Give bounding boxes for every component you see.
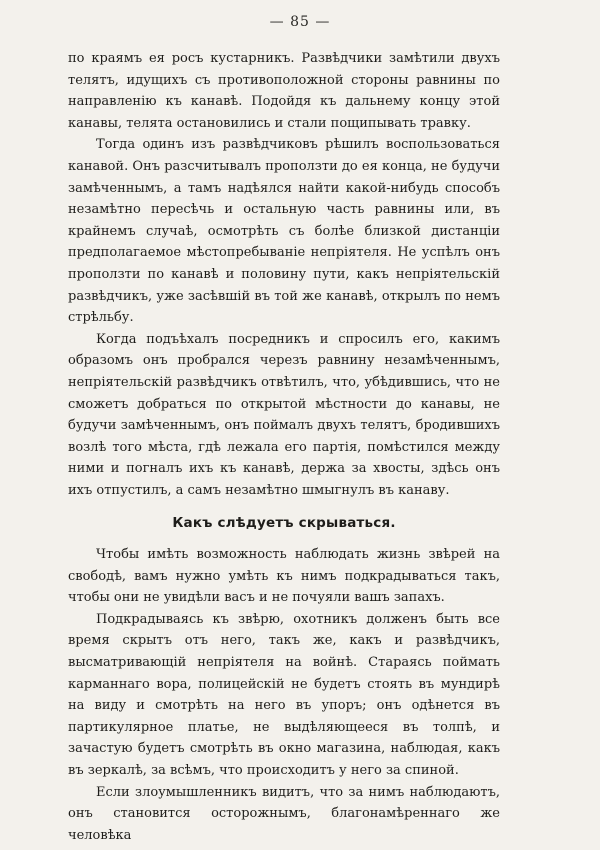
section-heading: Какъ слѣдуетъ скрываться.: [172, 515, 396, 532]
paragraph: Когда подъѣхалъ посредникъ и спросилъ его, какимъ образомъ онъ пробрался черезъ равнину незамѣченнымъ, непріятельскій развѣдчикъ отвѣтилъ, что, убѣдившись, что не сможетъ добраться по открытой мѣстности до канавы, не будучи замѣченнымъ, онъ поймалъ двухъ телятъ, бродившихъ возлѣ того мѣста, гдѣ лежала его партія, помѣстился между ними и погналъ ихъ къ канавѣ, держа за хвосты, здѣсь онъ ихъ отпустилъ, а самъ незамѣтно шмыгнулъ въ канаву.: [68, 331, 500, 498]
page-number: — 85 —: [269, 14, 331, 30]
paragraph: Тогда одинъ изъ развѣдчиковъ рѣшилъ воспользоваться канавой. Онъ разсчитывалъ проползти до ея конца, не будучи замѣченнымъ, а тамъ надѣялся найти какой-нибудь способъ незамѣтно пересѣчь и остальную часть равнины или, въ крайнемъ случаѣ, осмотрѣть съ болѣе близкой дистанціи предполагаемое мѣстопребываніе непріятеля. Не успѣлъ онъ проползти по канавѣ и половину пути, какъ непріятельскій развѣдчикъ, уже засѣвшій въ той же канавѣ, открылъ по немъ стрѣльбу.: [68, 137, 500, 326]
text-column: [68, 48, 500, 846]
paragraph: Если злоумышленникъ видитъ, что за нимъ наблюдаютъ, онъ становится осторожнымъ, благонамѣреннаго же человѣка: [68, 784, 500, 843]
paragraph: по краямъ ея росъ кустарникъ. Развѣдчики замѣтили двухъ телятъ, идущихъ съ противоположной стороны равнины по направленію къ канавѣ. Подойдя къ дальнему концу этой канавы, телята остановились и стали пощипывать травку.: [68, 51, 500, 131]
paragraph: Чтобы имѣть возможность наблюдать жизнь звѣрей на свободѣ, вамъ нужно умѣть къ нимъ подкрадываться такъ, чтобы они не увидѣли васъ и не почуяли вашъ запахъ.: [68, 547, 500, 606]
paragraph: Подкрадываясь къ звѣрю, охотникъ долженъ быть все время скрытъ отъ него, такъ же, какъ и развѣдчикъ, высматривающій непріятеля на войнѣ. Стараясь поймать карманнаго вора, полицейскій не будетъ стоять въ мундирѣ на виду и смотрѣть на него въ упоръ; онъ одѣнется въ партикулярное платье, не выдѣляющееся въ толпѣ, и зачастую будетъ смотрѣть въ окно магазина, наблюдая, какъ въ зеркалѣ, за всѣмъ, что происходитъ у него за спиной.: [68, 611, 500, 778]
